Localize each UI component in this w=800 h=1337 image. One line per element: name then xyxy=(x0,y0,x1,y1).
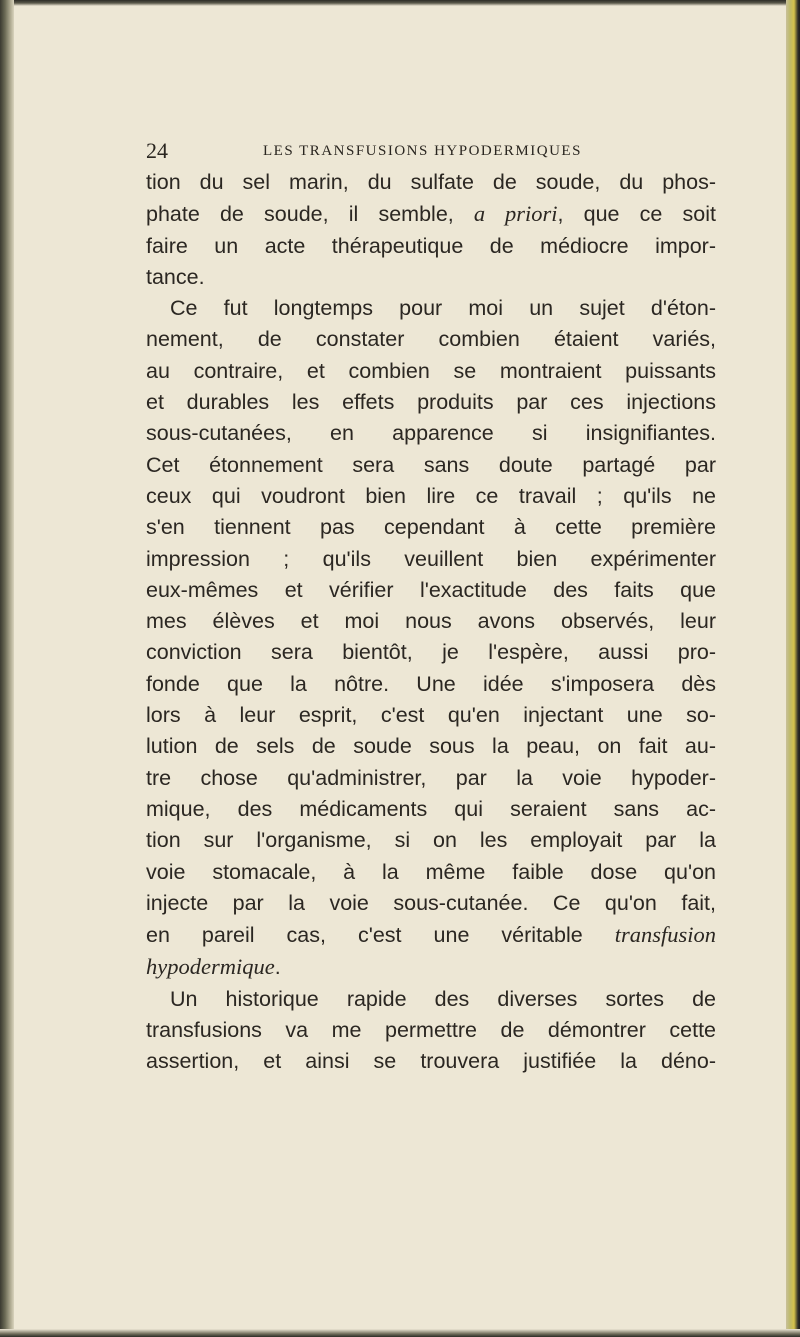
text-fragment: . xyxy=(274,955,281,980)
binding-gutter xyxy=(0,0,14,1337)
text-line xyxy=(146,198,716,230)
text-line: au contraire, et combien se montraient puissants xyxy=(146,358,716,383)
text-line: mes élèves et moi nous avons observés, leur xyxy=(146,609,716,634)
text-line: tre chose qu'administrer, par la voie hypoder- xyxy=(146,765,716,790)
text-line: ceux qui voudront bien lire ce travail ; qu'ils ne xyxy=(146,483,716,508)
text-line: assertion, et ainsi se trouvera justifiée la déno- xyxy=(146,1049,716,1074)
page-right-edge xyxy=(786,0,800,1337)
text-fragment: , que ce soit xyxy=(557,202,716,227)
body-text xyxy=(146,167,716,1078)
text-fragment: en pareil cas, c'est une véritable xyxy=(146,923,615,948)
running-title: LES TRANSFUSIONS HYPODERMIQUES xyxy=(263,143,582,159)
text-line: tion du sel marin, du sulfate de soude, du phos- xyxy=(146,170,716,194)
text-line: mique, des médicaments qui seraient sans ac- xyxy=(146,796,716,821)
text-line: nement, de constater combien étaient variés, xyxy=(146,327,716,352)
text-line: tion sur l'organisme, si on les employait par la xyxy=(146,828,716,853)
paragraph-start-line: Ce fut longtemps pour moi un sujet d'éton- xyxy=(170,296,716,321)
paragraph-start-line: Un historique rapide des diverses sortes de xyxy=(170,986,716,1011)
text-line: s'en tiennent pas cependant à cette première xyxy=(146,515,716,540)
text-line xyxy=(146,919,716,951)
text-line: fonde que la nôtre. Une idée s'imposera dès xyxy=(146,671,716,696)
text-line: transfusions va me permettre de démontrer cette xyxy=(146,1018,716,1043)
page-number: 24 xyxy=(146,138,168,163)
page-top-edge xyxy=(0,0,800,6)
italic-phrase: a priori xyxy=(473,201,558,227)
italic-phrase: hypodermique xyxy=(146,954,275,980)
text-line: conviction sera bientôt, je l'espère, aussi pro- xyxy=(146,640,716,665)
text-line: injecte par la voie sous-cutanée. Ce qu'on fait, xyxy=(146,890,716,915)
italic-phrase: transfusion xyxy=(614,922,716,948)
text-line: Cet étonnement sera sans doute partagé par xyxy=(146,452,716,477)
text-line: lors à leur esprit, c'est qu'en injectant une so- xyxy=(146,703,716,728)
text-line: et durables les effets produits par ces injections xyxy=(146,390,716,415)
text-line: lution de sels de soude sous la peau, on fait au- xyxy=(146,734,716,759)
text-line: eux-mêmes et vérifier l'exactitude des faits que xyxy=(146,577,716,602)
text-fragment: phate de soude, il semble, xyxy=(146,202,474,227)
text-line: voie stomacale, à la même faible dose qu'on xyxy=(146,859,716,884)
text-line xyxy=(146,951,716,983)
text-line: sous-cutanées, en apparence si insignifiantes. xyxy=(146,421,716,446)
text-line: faire un acte thérapeutique de médiocre impor- xyxy=(146,233,716,258)
text-line: tance. xyxy=(146,264,205,289)
text-line: impression ; qu'ils veuillent bien expérimenter xyxy=(146,546,716,571)
page-bottom-edge xyxy=(0,1329,800,1337)
